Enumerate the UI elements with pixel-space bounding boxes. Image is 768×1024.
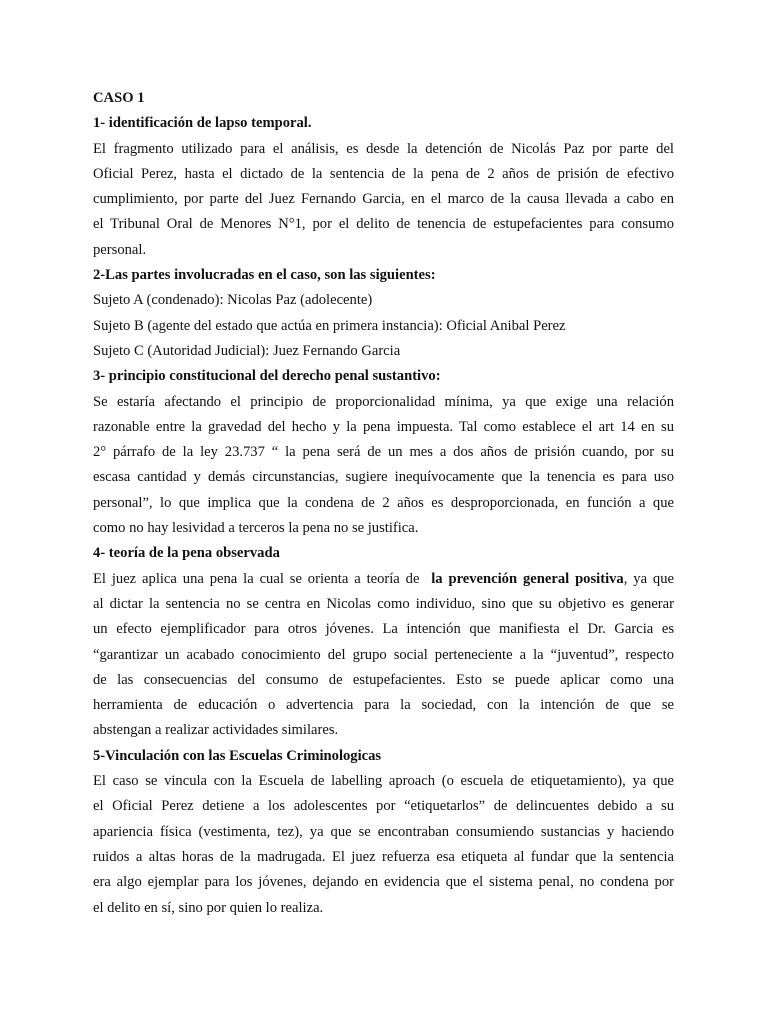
paragraph-line: al dictar la sentencia no se centra en Nicolas como individuo, sino que su objetivo es generar (93, 595, 674, 612)
paragraph-line: abstengan a realizar actividades similares. (93, 722, 339, 739)
text-run: El juez aplica una pena la cual se orienta a teoría de (93, 570, 432, 587)
section-3-heading: 3- principio constitucional del derecho penal sustantivo: (93, 368, 441, 385)
paragraph-line: el delito en sí, sino por quien lo realiza. (93, 899, 324, 916)
paragraph-line: Se estaría afectando el principio de proporcionalidad mínima, ya que exige una relación (93, 393, 674, 410)
list-item: Sujeto C (Autoridad Judicial): Juez Fernando Garcia (93, 342, 401, 359)
paragraph-line: un efecto ejemplificador para otros jóvenes. La intención que manifiesta el Dr. Garcia es (93, 621, 674, 638)
paragraph-line: apariencia física (vestimenta, tez), ya que se encontraban consumiendo sustancias y haciendo (93, 823, 674, 840)
document-title: CASO 1 (93, 90, 145, 106)
paragraph-line: “garantizar un acabado conocimiento del grupo social perteneciente a la “juventud”, respecto (93, 646, 674, 663)
section-1-heading: 1- identificación de lapso temporal. (93, 115, 312, 132)
bold-phrase: la prevención general positiva (431, 570, 624, 587)
paragraph-line: personal”, lo que implica que la condena de 2 años es desproporcionada, en función a que (93, 494, 674, 511)
list-item: Sujeto A (condenado): Nicolas Paz (adolecente) (93, 292, 373, 309)
paragraph-line: el Tribunal Oral de Menores N°1, por el delito de tenencia de estupefacientes para consumo (93, 216, 674, 233)
section-4-heading: 4- teoría de la pena observada (93, 545, 280, 562)
paragraph-line: como no hay lesividad a terceros la pena no se justifica. (93, 520, 419, 537)
paragraph-line: personal. (93, 241, 147, 258)
paragraph-line: ruidos a altas horas de la madrugada. El juez refuerza esa etiqueta al fundar que la sentencia (93, 848, 674, 865)
paragraph-line: cumplimiento, por parte del Juez Fernando Garcia, en el marco de la causa llevada a cabo en (93, 191, 674, 208)
section-2-heading: 2-Las partes involucradas en el caso, son las siguientes: (93, 267, 436, 284)
paragraph-line: El fragmento utilizado para el análisis, es desde la detención de Nicolás Paz por parte del (93, 140, 674, 157)
list-item: Sujeto B (agente del estado que actúa en primera instancia): Oficial Anibal Perez (93, 317, 566, 334)
paragraph-line: escasa cantidad y demás circunstancias, sugiere inequívocamente que la tenencia es para uso (93, 469, 674, 486)
paragraph-line-mixed (93, 567, 674, 592)
paragraph-line: El caso se vincula con la Escuela de labelling aproach (o escuela de etiquetamiento), ya que (93, 773, 674, 790)
paragraph-line: 2° párrafo de la ley 23.737 “ la pena será de un mes a dos años de prisión cuando, por su (93, 444, 674, 461)
paragraph-line: herramienta de educación o advertencia para la sociedad, con la intención de que se (93, 697, 674, 714)
paragraph-line: de las consecuencias del consumo de estupefacientes. Esto se puede aplicar como una (93, 671, 674, 688)
text-run: , ya que (623, 570, 674, 587)
paragraph-line: el Oficial Perez detiene a los adolescentes por “etiquetarlos” de delincuentes debido a su (93, 798, 674, 815)
paragraph-line: Oficial Perez, hasta el dictado de la sentencia de la pena de 2 años de prisión de efectivo (93, 165, 674, 182)
paragraph-line: era algo ejemplar para los jóvenes, dejando en evidencia que el sistema penal, no condena por (93, 874, 674, 891)
section-5-heading: 5-Vinculación con las Escuelas Criminologicas (93, 747, 382, 764)
paragraph-line: razonable entre la gravedad del hecho y la pena impuesta. Tal como establece el art 14 en su (93, 418, 674, 435)
